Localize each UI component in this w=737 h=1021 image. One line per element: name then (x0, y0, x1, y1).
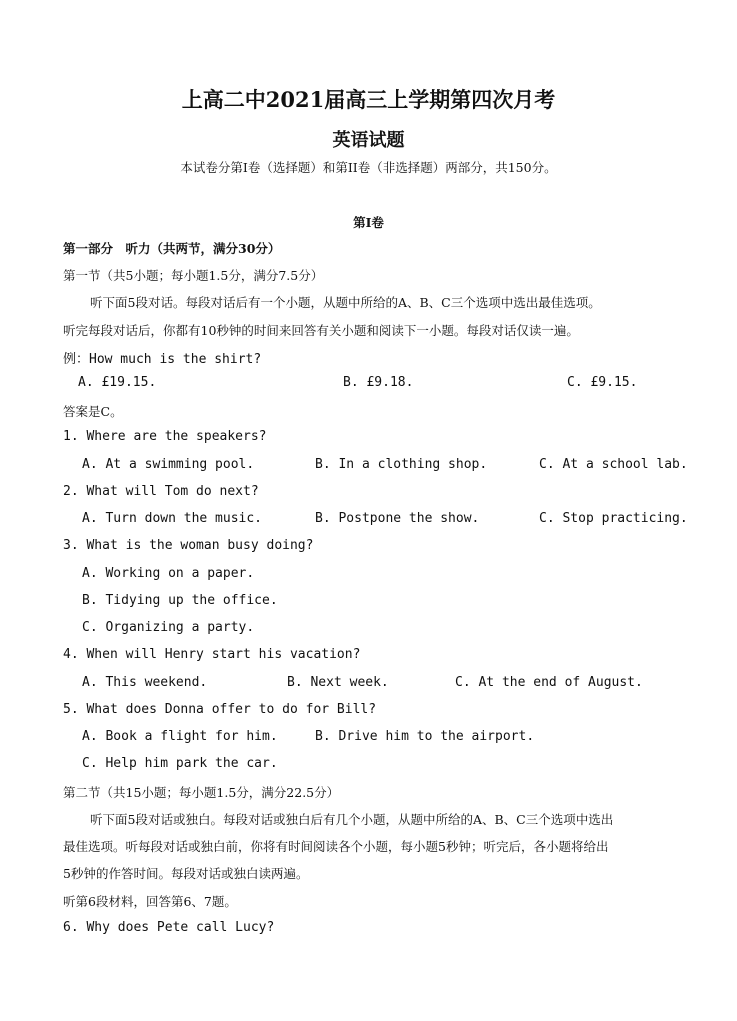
question-5-option-a: A. Book a flight for him. (82, 729, 278, 744)
material-6-note: 听第6段材料，回答第6、7题。 (63, 894, 237, 909)
part1-title: 第一部分 听力（共两节，满分30分） (63, 241, 281, 256)
question-1: 1. Where are the speakers? (63, 429, 267, 444)
section1-title: 第一节（共5小题；每小题1.5分，满分7.5分） (63, 268, 324, 283)
example-option-c: C. £9.15. (567, 375, 638, 390)
question-5-option-c: C. Help him park the car. (82, 756, 278, 771)
example-option-b: B. £9.18. (343, 375, 414, 390)
section1-instruction-line1: 听下面5段对话。每段对话后有一个小题，从题中所给的A、B、C三个选项中选出最佳选项。 (90, 295, 601, 310)
question-2: 2. What will Tom do next? (63, 484, 259, 499)
section2-title: 第二节（共15小题；每小题1.5分，满分22.5分） (63, 785, 340, 800)
question-3-option-b: B. Tidying up the office. (82, 593, 278, 608)
question-4-option-c: C. At the end of August. (455, 675, 643, 690)
example-question: 例：How much is the shirt? (63, 352, 262, 367)
question-3-option-c: C. Organizing a party. (82, 620, 255, 635)
question-6: 6. Why does Pete call Lucy? (63, 920, 275, 935)
question-3: 3. What is the woman busy doing? (63, 538, 314, 553)
question-5: 5. What does Donna offer to do for Bill? (63, 702, 377, 717)
question-1-option-c: C. At a school lab. (539, 457, 688, 472)
exam-title: 上高二中2021届高三上学期第四次月考 (181, 87, 556, 112)
question-2-option-b: B. Postpone the show. (315, 511, 480, 526)
question-2-option-c: C. Stop practicing. (539, 511, 688, 526)
question-1-option-a: A. At a swimming pool. (82, 457, 255, 472)
example-answer: 答案是C。 (63, 404, 123, 419)
question-3-option-a: A. Working on a paper. (82, 566, 255, 581)
question-1-option-b: B. In a clothing shop. (315, 457, 488, 472)
question-4-option-a: A. This weekend. (82, 675, 208, 690)
question-5-option-b: B. Drive him to the airport. (315, 729, 535, 744)
question-4: 4. When will Henry start his vacation? (63, 647, 361, 662)
question-2-option-a: A. Turn down the music. (82, 511, 263, 526)
exam-subject: 英语试题 (332, 130, 405, 151)
question-4-option-b: B. Next week. (287, 675, 389, 690)
example-option-a: A. £19.15. (78, 375, 157, 390)
volume-heading: 第I卷 (353, 215, 384, 230)
section1-instruction-line2: 听完每段对话后，你都有10秒钟的时间来回答有关小题和阅读下一小题。每段对话仅读一遍。 (63, 323, 579, 338)
section2-instruction-line1: 听下面5段对话或独白。每段对话或独白后有几个小题，从题中所给的A、B、C三个选项中选出 (90, 812, 614, 827)
exam-note: 本试卷分第I卷（选择题）和第II卷（非选择题）两部分，共150分。 (180, 160, 557, 175)
section2-instruction-line3: 5秒钟的作答时间。每段对话或独白读两遍。 (63, 866, 309, 881)
section2-instruction-line2: 最佳选项。听每段对话或独白前，你将有时间阅读各个小题，每小题5秒钟；听完后，各小题将给出 (63, 839, 609, 854)
